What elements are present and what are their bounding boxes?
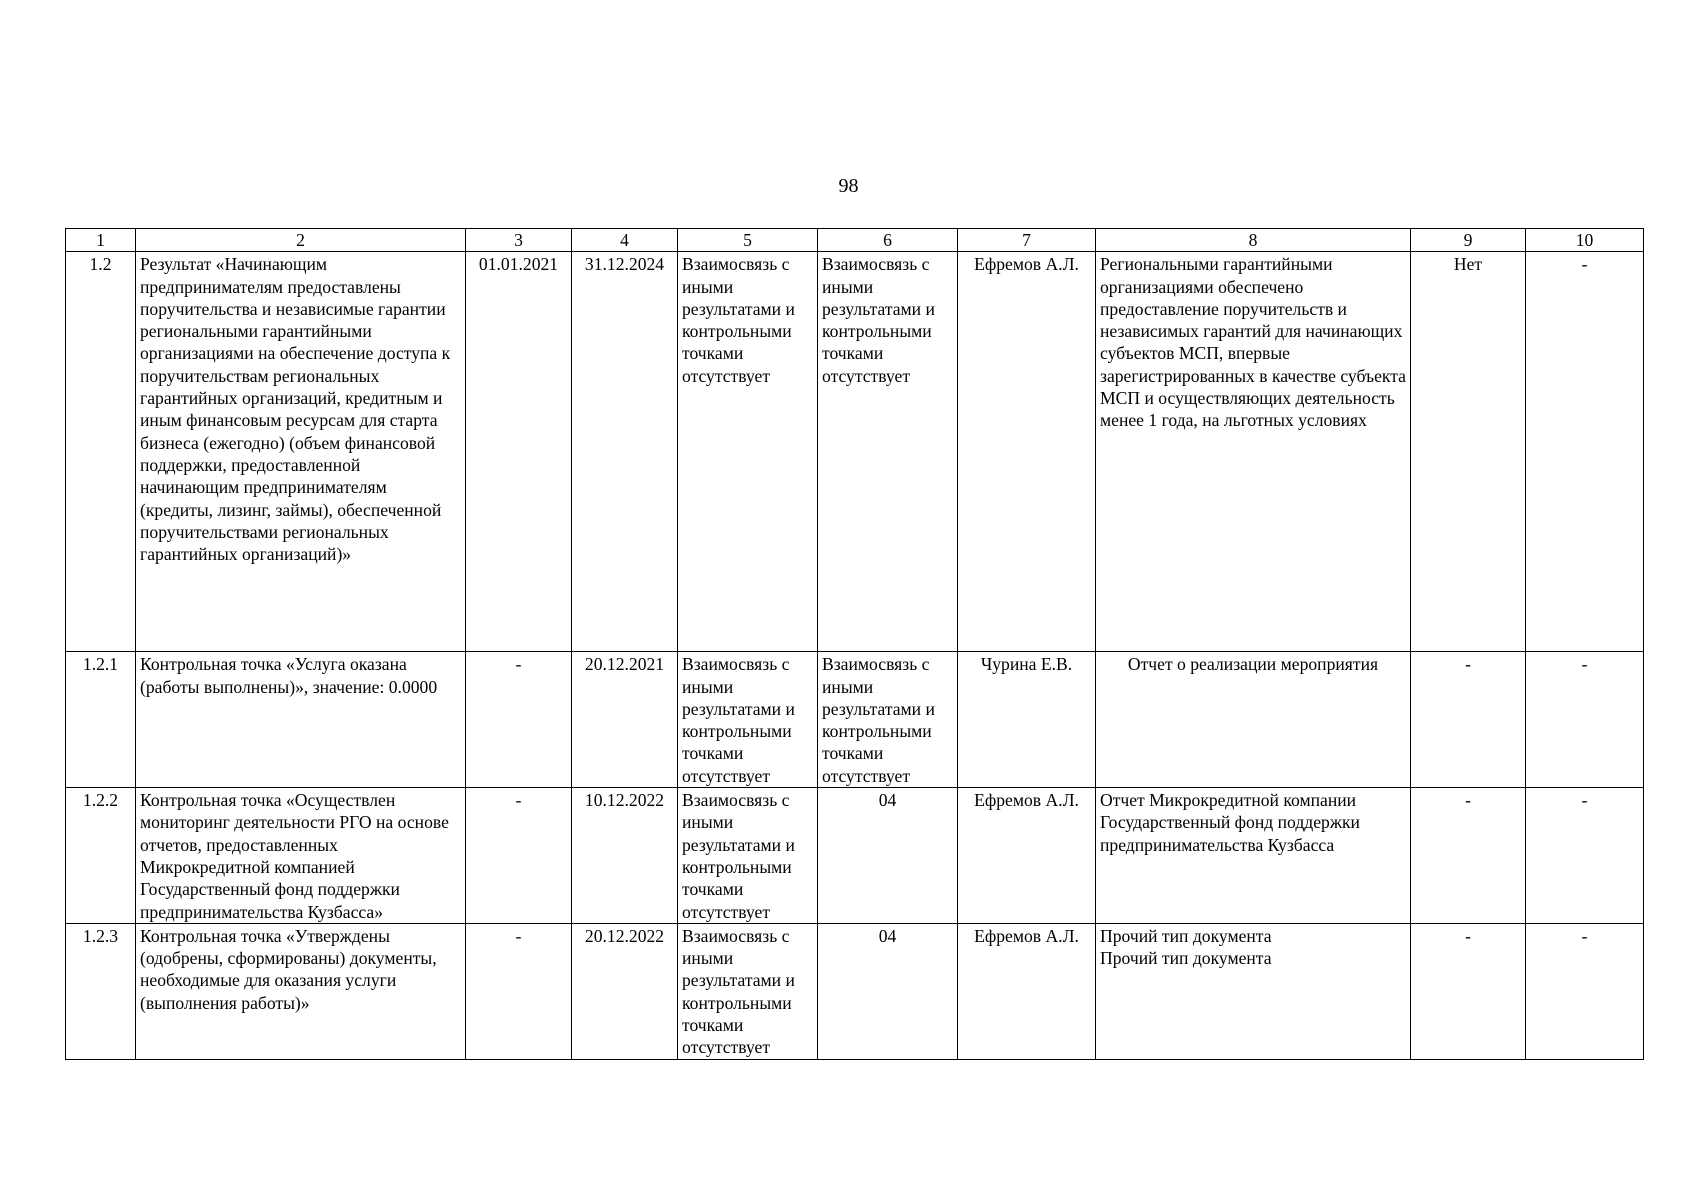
table-header-row: [66, 229, 1644, 252]
row-name: Результат «Начинающим предпринимателям предоставлены поручительства и независимые гарантии региональными гарантийными организациями на обеспечение доступа к поручительствам региональных гарантийных организаций, кредитным и иным финансовым ресурсам для старта бизнеса (ежегодно) (объем финансовой поддержки, предоставленной начинающим предпринимателям (кредиты, лизинг, займы), обеспеченной поручительствами региональных гарантийных организаций)»: [136, 252, 466, 652]
col10-value: -: [1526, 252, 1644, 652]
row-number: 1.2: [66, 252, 136, 652]
responsible: Ефремов А.Л.: [958, 923, 1096, 1059]
column-header: 9: [1411, 229, 1526, 252]
row-number: 1.2.3: [66, 923, 136, 1059]
row-number: 1.2.1: [66, 652, 136, 788]
col10-value: -: [1526, 788, 1644, 924]
col8-description: Региональными гарантийными организациями обеспечено предоставление поручительств и независимых гарантий для начинающих субъектов МСП, впервые зарегистрированных в качестве субъекта МСП и осуществляющих деятельность менее 1 года, на льготных условиях: [1096, 252, 1411, 652]
table-row: [66, 652, 1644, 788]
col5-relation: Взаимосвязь с иными результатами и контрольными точками отсутствует: [678, 652, 818, 788]
row-number: 1.2.2: [66, 788, 136, 924]
column-header: 6: [818, 229, 958, 252]
table-row: [66, 788, 1644, 924]
row-name: Контрольная точка «Услуга оказана (работы выполнены)», значение: 0.0000: [136, 652, 466, 788]
col5-relation: Взаимосвязь с иными результатами и контрольными точками отсутствует: [678, 788, 818, 924]
page-number: 98: [838, 175, 859, 197]
col9-value: -: [1411, 788, 1526, 924]
end-date: 10.12.2022: [572, 788, 678, 924]
end-date: 20.12.2021: [572, 652, 678, 788]
column-header: 4: [572, 229, 678, 252]
col5-relation: Взаимосвязь с иными результатами и контрольными точками отсутствует: [678, 252, 818, 652]
table-row: [66, 923, 1644, 1059]
start-date: -: [466, 652, 572, 788]
column-header: 1: [66, 229, 136, 252]
col6-relation: Взаимосвязь с иными результатами и контрольными точками отсутствует: [818, 252, 958, 652]
col6-relation: Взаимосвязь с иными результатами и контрольными точками отсутствует: [818, 652, 958, 788]
column-header: 10: [1526, 229, 1644, 252]
column-header: 2: [136, 229, 466, 252]
start-date: 01.01.2021: [466, 252, 572, 652]
row-name: Контрольная точка «Осуществлен мониторинг деятельности РГО на основе отчетов, предоставленных Микрокредитной компанией Государственный фонд поддержки предпринимательства Кузбасса»: [136, 788, 466, 924]
col9-value: Нет: [1411, 252, 1526, 652]
responsible: Ефремов А.Л.: [958, 252, 1096, 652]
end-date: 20.12.2022: [572, 923, 678, 1059]
col8-description: Отчет Микрокредитной компании Государственный фонд поддержки предпринимательства Кузбасса: [1096, 788, 1411, 924]
col10-value: -: [1526, 652, 1644, 788]
col5-relation: Взаимосвязь с иными результатами и контрольными точками отсутствует: [678, 923, 818, 1059]
start-date: -: [466, 923, 572, 1059]
col6-value: 04: [818, 788, 958, 924]
column-header: 5: [678, 229, 818, 252]
responsible: Ефремов А.Л.: [958, 788, 1096, 924]
col10-value: -: [1526, 923, 1644, 1059]
column-header: 7: [958, 229, 1096, 252]
col9-value: -: [1411, 923, 1526, 1059]
col8-description: Отчет о реализации мероприятия: [1096, 652, 1411, 788]
col8-description: Прочий тип документа Прочий тип документа: [1096, 923, 1411, 1059]
row-name: Контрольная точка «Утверждены (одобрены, сформированы) документы, необходимые для оказания услуги (выполнения работы)»: [136, 923, 466, 1059]
responsible: Чурина Е.В.: [958, 652, 1096, 788]
plan-table: [65, 228, 1644, 1060]
column-header: 3: [466, 229, 572, 252]
start-date: -: [466, 788, 572, 924]
col9-value: -: [1411, 652, 1526, 788]
end-date: 31.12.2024: [572, 252, 678, 652]
col6-value: 04: [818, 923, 958, 1059]
column-header: 8: [1096, 229, 1411, 252]
table-row: [66, 252, 1644, 652]
